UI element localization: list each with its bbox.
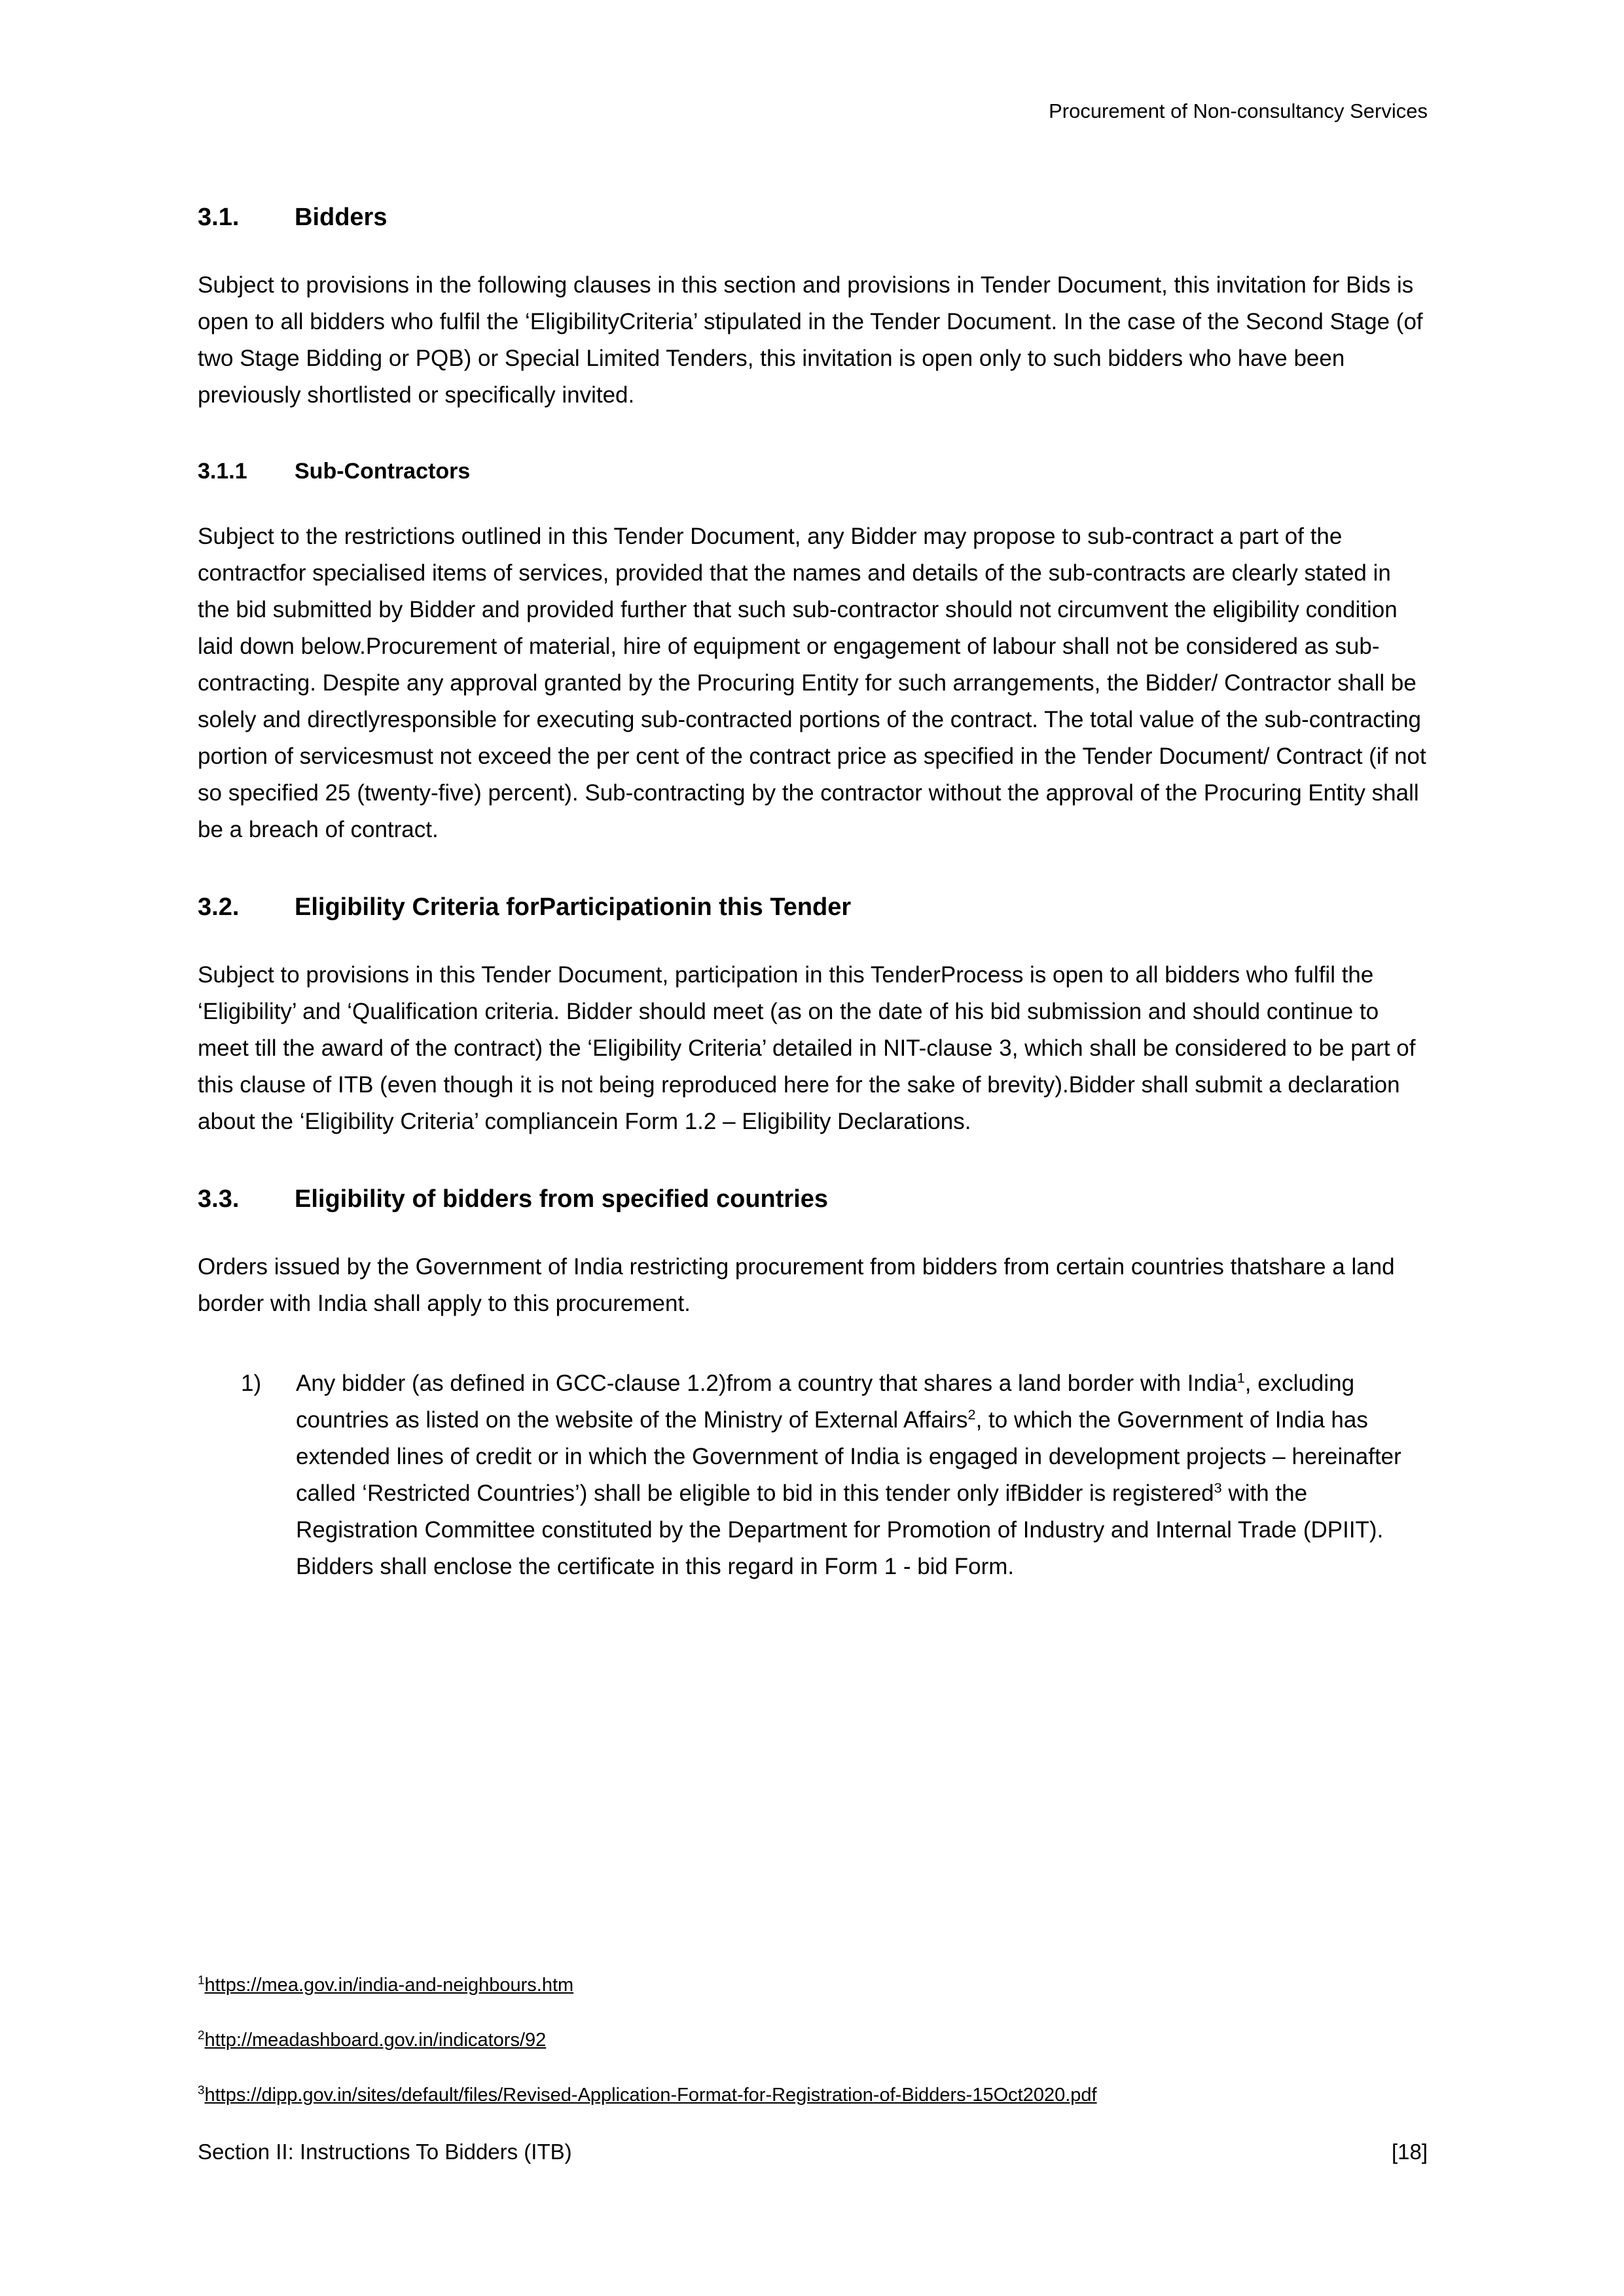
list-item-marker: 1)	[241, 1371, 262, 1396]
page-footer	[198, 2138, 1428, 2166]
footnote-2	[198, 2028, 1428, 2053]
page-content	[198, 98, 1428, 1585]
footnote-3	[198, 2083, 1428, 2108]
footnote-marker: 1	[198, 1973, 205, 1987]
footnote-1	[198, 1973, 1428, 1998]
footnote-link-3[interactable]: https://dipp.gov.in/sites/default/files/Revised-Application-Format-for-Registration-of-Bidders-15Oct2020.pdf	[204, 2085, 1097, 2106]
footer-page-number: [18]	[1391, 2140, 1428, 2164]
paragraph-3-2: Subject to provisions in this Tender Document, participation in this TenderProcess is open to all bidders who fulfil the ‘Eligibility’ and ‘Qualification criteria. Bidder should meet (as on the date of his bid submission and should continue to meet till the award of the contract) the ‘Eligibility Criteria’ detailed in NIT-clause 3, which shall be considered to be part of this clause of ITB (even though it is not being reproduced here for the sake of brevity).Bidder shall submit a declaration about the ‘Eligibility Criteria’ compliancein Form 1.2 – Eligibility Declarations.	[198, 962, 1416, 1134]
heading-title: Eligibility of bidders from specified countries	[295, 1185, 829, 1213]
footnote-ref-2[interactable]: 2	[967, 1406, 976, 1423]
paragraph-3-1: Subject to provisions in the following clauses in this section and provisions in Tender Document, this invitation for Bids is open to all bidders who fulfil the ‘EligibilityCriteria’ stipulated in the Tender Document. In the case of the Second Stage (of two Stage Bidding or PQB) or Special Limited Tenders, this invitation is open only to such bidders who have been previously shortlisted or specifically invited.	[198, 272, 1423, 408]
heading-3-1-1	[198, 457, 1428, 486]
heading-number: 3.1.1	[198, 459, 247, 484]
list-item-text	[296, 1365, 1428, 1585]
heading-number: 3.1.	[198, 204, 240, 231]
heading-title: Eligibility Criteria forParticipationin this Tender	[295, 893, 852, 921]
list-text-part: , to which the Government of India has extended lines of credit or in which the Government of India is engaged in development projects – hereinafter called ‘Restricted Countries’) shall be eligible to bid in this tender only ifBidder is registered	[296, 1407, 1401, 1506]
footnote-link-2[interactable]: http://meadashboard.gov.in/indicators/92	[204, 2030, 547, 2051]
heading-title: Bidders	[295, 204, 388, 231]
footnote-marker: 3	[198, 2083, 205, 2097]
footnote-ref-3[interactable]: 3	[1214, 1479, 1222, 1496]
list-text-part: Any bidder (as defined in GCC-clause 1.2)from a country that shares a land border with India	[296, 1371, 1237, 1396]
heading-3-3	[198, 1183, 1428, 1215]
footnote-marker: 2	[198, 2028, 205, 2042]
page-bottom	[198, 1973, 1428, 2166]
heading-3-2	[198, 891, 1428, 923]
footer-section-label: Section II: Instructions To Bidders (ITB)	[198, 2140, 572, 2164]
heading-number: 3.2.	[198, 893, 240, 921]
list-item-1	[241, 1365, 1428, 1585]
list-text-part: with the Registration Committee constituted by the Department for Promotion of Industry and Internal Trade (DPIIT). Bidders shall enclose the certificate in this regard in Form 1 - bid Form.	[296, 1480, 1384, 1579]
paragraph-3-1-1: Subject to the restrictions outlined in this Tender Document, any Bidder may propose to sub-contract a part of the contractfor specialised items of services, provided that the names and details of the sub-contracts are clearly stated in the bid submitted by Bidder and provided further that such sub-contractor should not circumvent the eligibility condition laid down below.Procurement of material, hire of equipment or engagement of labour shall not be considered as sub-contracting. Despite any approval granted by the Procuring Entity for such arrangements, the Bidder/ Contractor shall be solely and directlyresponsible for executing sub-contracted portions of the contract. The total value of the sub-contracting portion of servicesmust not exceed the per cent of the contract price as specified in the Tender Document/ Contract (if not so specified 25 (twenty-five) percent). Sub-contracting by the contractor without the approval of the Procuring Entity shall be a breach of contract.	[198, 524, 1426, 842]
list-text-part: , excluding countries as listed on the website of the Ministry of External Affairs	[296, 1371, 1355, 1433]
paragraph-3-3: Orders issued by the Government of India restricting procurement from bidders from certain countries thatshare a land border with India shall apply to this procurement.	[198, 1254, 1395, 1316]
heading-3-1	[198, 202, 1428, 233]
footnote-link-1[interactable]: https://mea.gov.in/india-and-neighbours.htm	[204, 1975, 574, 1996]
heading-title: Sub-Contractors	[295, 459, 471, 484]
heading-number: 3.3.	[198, 1185, 240, 1213]
footnote-ref-1[interactable]: 1	[1236, 1369, 1245, 1386]
running-header: Procurement of Non-consultancy Services	[1049, 99, 1428, 122]
